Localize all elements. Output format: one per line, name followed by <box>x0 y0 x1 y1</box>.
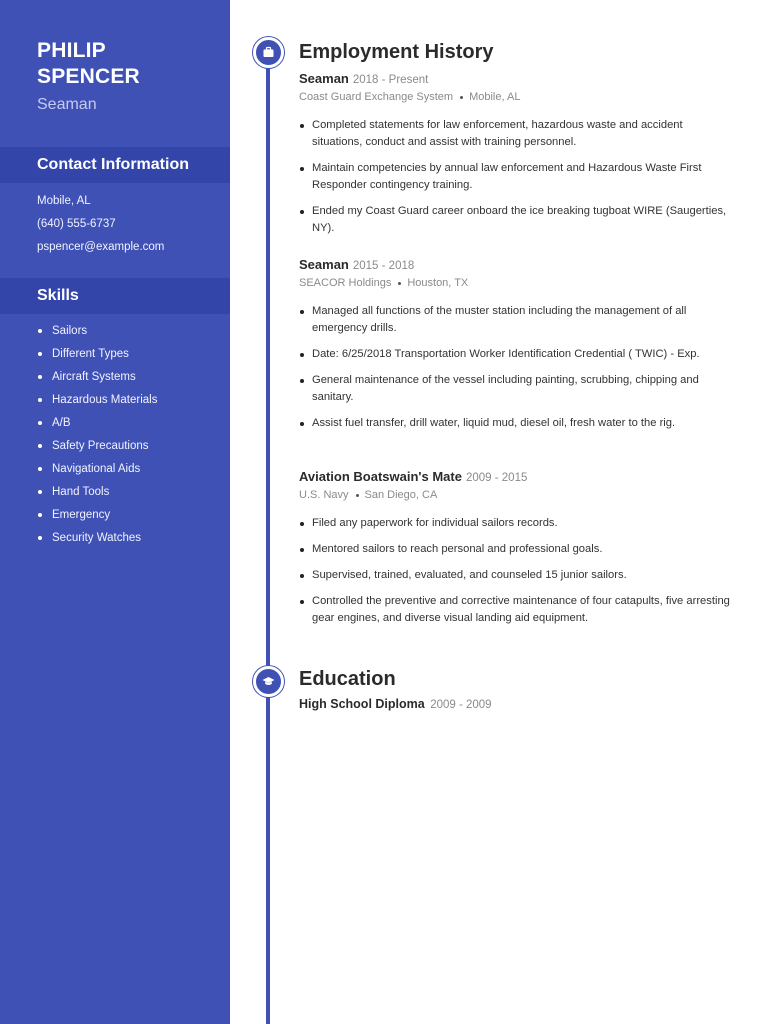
skill-item: Emergency <box>37 507 157 530</box>
skills-list <box>37 323 157 553</box>
separator-dot <box>460 96 463 99</box>
contact-email[interactable]: pspencer@example.com <box>37 241 165 253</box>
job-bullets <box>299 303 734 432</box>
job-company: Coast Guard Exchange System <box>299 91 454 103</box>
job-meta <box>299 277 734 289</box>
job-bullets <box>299 515 734 627</box>
contact-info <box>37 193 164 262</box>
job-dates: 2015 - 2018 <box>352 260 415 272</box>
job-bullet: Mentored sailors to reach personal and professional goals. <box>299 541 734 558</box>
job-location: Houston, TX <box>407 277 469 289</box>
job-title: Seaman <box>299 257 349 272</box>
job-bullet: General maintenance of the vessel including painting, scrubbing, chipping and sanitary. <box>299 372 734 406</box>
skill-item: A/B <box>37 415 157 438</box>
briefcase-icon <box>253 37 284 68</box>
timeline-line <box>266 53 270 1024</box>
job-bullet: Managed all functions of the muster station including the management of all emergency drills. <box>299 303 734 337</box>
job-entry <box>299 468 734 636</box>
job-location: San Diego, CA <box>364 489 438 501</box>
job-company: U.S. Navy <box>299 489 349 501</box>
graduation-cap-icon <box>253 666 284 697</box>
separator-dot <box>398 282 401 285</box>
job-title: Aviation Boatswain's Mate <box>299 469 462 484</box>
job-dates: 2018 - Present <box>352 74 429 86</box>
education-degree: High School Diploma <box>299 697 425 711</box>
skill-item: Hazardous Materials <box>37 392 157 415</box>
education-heading: Education <box>299 668 396 690</box>
sidebar <box>0 0 230 1024</box>
skill-item: Safety Precautions <box>37 438 157 461</box>
job-dates: 2009 - 2015 <box>465 472 528 484</box>
contact-heading: Contact Information <box>0 147 230 183</box>
candidate-name <box>37 38 140 90</box>
job-header <box>299 468 734 486</box>
job-bullets <box>299 117 734 237</box>
contact-phone: (640) 555-6737 <box>37 218 116 230</box>
job-header <box>299 70 734 88</box>
job-entry <box>299 256 734 441</box>
skill-item: Aircraft Systems <box>37 369 157 392</box>
job-bullet: Assist fuel transfer, drill water, liquid mud, diesel oil, fresh water to the rig. <box>299 415 734 432</box>
job-header <box>299 256 734 274</box>
job-entry <box>299 70 734 246</box>
skill-item: Security Watches <box>37 530 157 553</box>
candidate-role: Seaman <box>37 96 97 113</box>
first-name: PHILIP <box>37 39 106 62</box>
job-bullet: Controlled the preventive and corrective maintenance of four catapults, five arresting gear engines, and diverse visual landing aid equipment. <box>299 593 734 627</box>
contact-location: Mobile, AL <box>37 195 91 207</box>
job-bullet: Ended my Coast Guard career onboard the ice breaking tugboat WIRE (Saugerties, NY). <box>299 203 734 237</box>
job-title: Seaman <box>299 71 349 86</box>
employment-heading: Employment History <box>299 41 494 63</box>
skills-heading: Skills <box>0 278 230 314</box>
last-name: SPENCER <box>37 65 140 88</box>
education-dates: 2009 - 2009 <box>430 699 492 711</box>
job-location: Mobile, AL <box>469 91 521 103</box>
job-bullet: Maintain competencies by annual law enforcement and Hazardous Waste First Responder contingency training. <box>299 160 734 194</box>
job-bullet: Supervised, trained, evaluated, and counseled 15 junior sailors. <box>299 567 734 584</box>
job-bullet: Date: 6/25/2018 Transportation Worker Identification Credential ( TWIC) - Exp. <box>299 346 734 363</box>
skill-item: Sailors <box>37 323 157 346</box>
education-entry <box>299 697 492 711</box>
separator-dot <box>356 494 359 497</box>
job-meta <box>299 489 734 501</box>
job-meta <box>299 91 734 103</box>
job-company: SEACOR Holdings <box>299 277 392 289</box>
skill-item: Navigational Aids <box>37 461 157 484</box>
skill-item: Hand Tools <box>37 484 157 507</box>
skill-item: Different Types <box>37 346 157 369</box>
job-bullet: Filed any paperwork for individual sailors records. <box>299 515 734 532</box>
job-bullet: Completed statements for law enforcement, hazardous waste and accident situations, conduct and assist with training personnel. <box>299 117 734 151</box>
